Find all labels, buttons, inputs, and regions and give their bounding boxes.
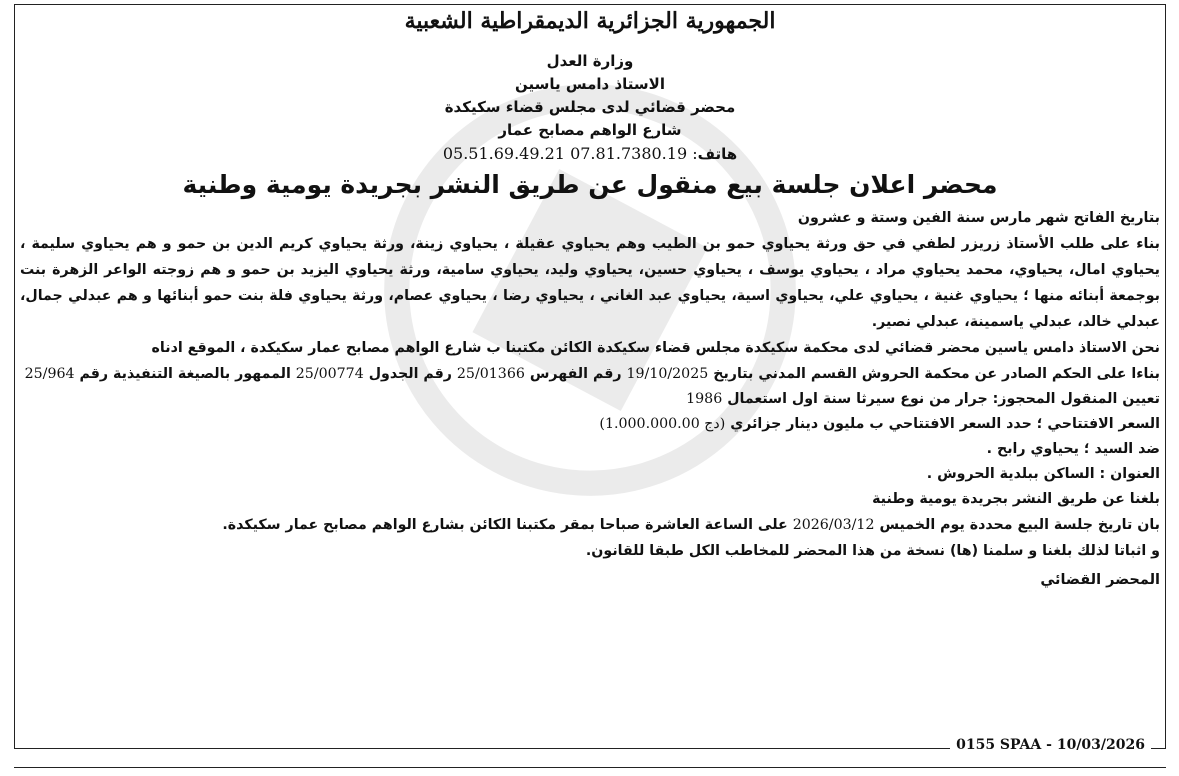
price-label: السعر الافتتاحي ؛ حدد السعر الافتتاحي ب مليون دينار جزائري xyxy=(730,416,1160,432)
request-paragraph: بناء على طلب الأستاذ زريزر لطفي في حق ورثة يحياوي حمو بن الطيب وهم يحياوي عقيلة ، يحياوي زينة، ورثة يحياوي كريم الدين بن حمو و هم يحياوي سليمة ، يحياوي امال، يحياوي، محمد يحياوي مراد ، يحياوي يوسف ، يحياوي حسين، يحياوي وليد، يحياوي سامية، ورثة يحياوي اليزيد بن حمو و هم زوجته الواعر الزهرة بنت بوجمعة أبنائه منها ؛ يحياوي غنية ، يحياوي علي، يحياوي اسية، يحياوي عبد الغاني ، يحياوي رضا ، يحياوي عصام، ورثة يحياوي فلة بنت حمو أبنائها و هم عبدلي جمال، عبدلي خالد، عبدلي ياسمينة، عبدلي نصير. xyxy=(20,236,1160,330)
item-year: 1986 xyxy=(686,391,723,407)
phone-line xyxy=(20,142,1160,166)
publication-reference: 0155 SPAA - 10/03/2026 xyxy=(950,737,1151,753)
session-paragraph xyxy=(20,512,1160,538)
phone-numbers: 05.51.69.49.21 07.81.7380.19 : xyxy=(442,144,698,163)
price-line xyxy=(20,412,1160,437)
republic-heading: الجمهورية الجزائرية الديمقراطية الشعبية xyxy=(404,8,776,34)
index-number: 25/01366 xyxy=(456,366,525,382)
date-line: بتاريخ الفاتح شهر مارس سنة الفين وستة و عشرون xyxy=(797,210,1160,226)
notice-title: محضر اعلان جلسة بيع منقول عن طريق النشر بجريدة يومية وطنية xyxy=(182,170,998,199)
notice-body xyxy=(20,6,1160,592)
judgment-paragraph xyxy=(20,361,1160,387)
office-line: محضر قضائي لدى مجلس قضاء سكيكدة xyxy=(444,98,736,116)
against-line: ضد السيد ؛ يحياوي رابح . xyxy=(986,441,1160,457)
address-line: العنوان : الساكن ببلدية الحروش . xyxy=(926,466,1160,482)
notified-line: بلغنا عن طريق النشر بجريدة يومية وطنية xyxy=(872,491,1160,507)
street-line: شارع الواهم مصابح عمار xyxy=(498,121,682,139)
judgment-prefix: بناءا على الحكم الصادر عن محكمة الحروش القسم المدني بتاريخ xyxy=(713,366,1160,382)
item-label: تعيين المنقول المحجوز: جرار من نوع سيرثا سنة اول استعمال xyxy=(727,391,1160,407)
price-value: (1.000.000.00 دج) xyxy=(599,416,726,432)
session-prefix: بان تاريخ جلسة البيع محددة يوم الخميس xyxy=(879,517,1160,533)
table-number: 25/00774 xyxy=(295,366,364,382)
bailiff-name: الاستاذ دامس ياسين xyxy=(515,75,665,93)
signature-line: المحضر القضائي xyxy=(1040,572,1160,588)
bailiff-statement: نحن الاستاذ دامس ياسين محضر قضائي لدى محكمة سكيكدة مجلس قضاء سكيكدة الكائن مكتبنا ب شارع الواهم مصابح عمار سكيكدة ، الموقع ادناه xyxy=(151,340,1160,356)
index-label: رقم الفهرس xyxy=(529,366,622,382)
session-suffix: على الساعة العاشرة صباحا بمقر مكتبنا الكائن بشارع الواهم مصابح عمار سكيكدة. xyxy=(222,517,788,533)
proof-line: و اثباتا لذلك بلغنا و سلمنا (ها) نسخة من هذا المحضر للمخاطب الكل طبقا للقانون. xyxy=(585,543,1160,559)
item-line xyxy=(20,387,1160,412)
ministry-line: وزارة العدل xyxy=(546,52,634,70)
table-label: رقم الجدول xyxy=(368,366,452,382)
session-date: 2026/03/12 xyxy=(792,517,875,533)
seal-number: 25/964 xyxy=(24,366,75,382)
phone-label: هاتف xyxy=(697,145,738,163)
seal-label: الممهور بالصيغة التنفيذية رقم xyxy=(79,366,291,382)
bottom-rule xyxy=(14,767,1166,768)
judgment-date: 19/10/2025 xyxy=(626,366,709,382)
